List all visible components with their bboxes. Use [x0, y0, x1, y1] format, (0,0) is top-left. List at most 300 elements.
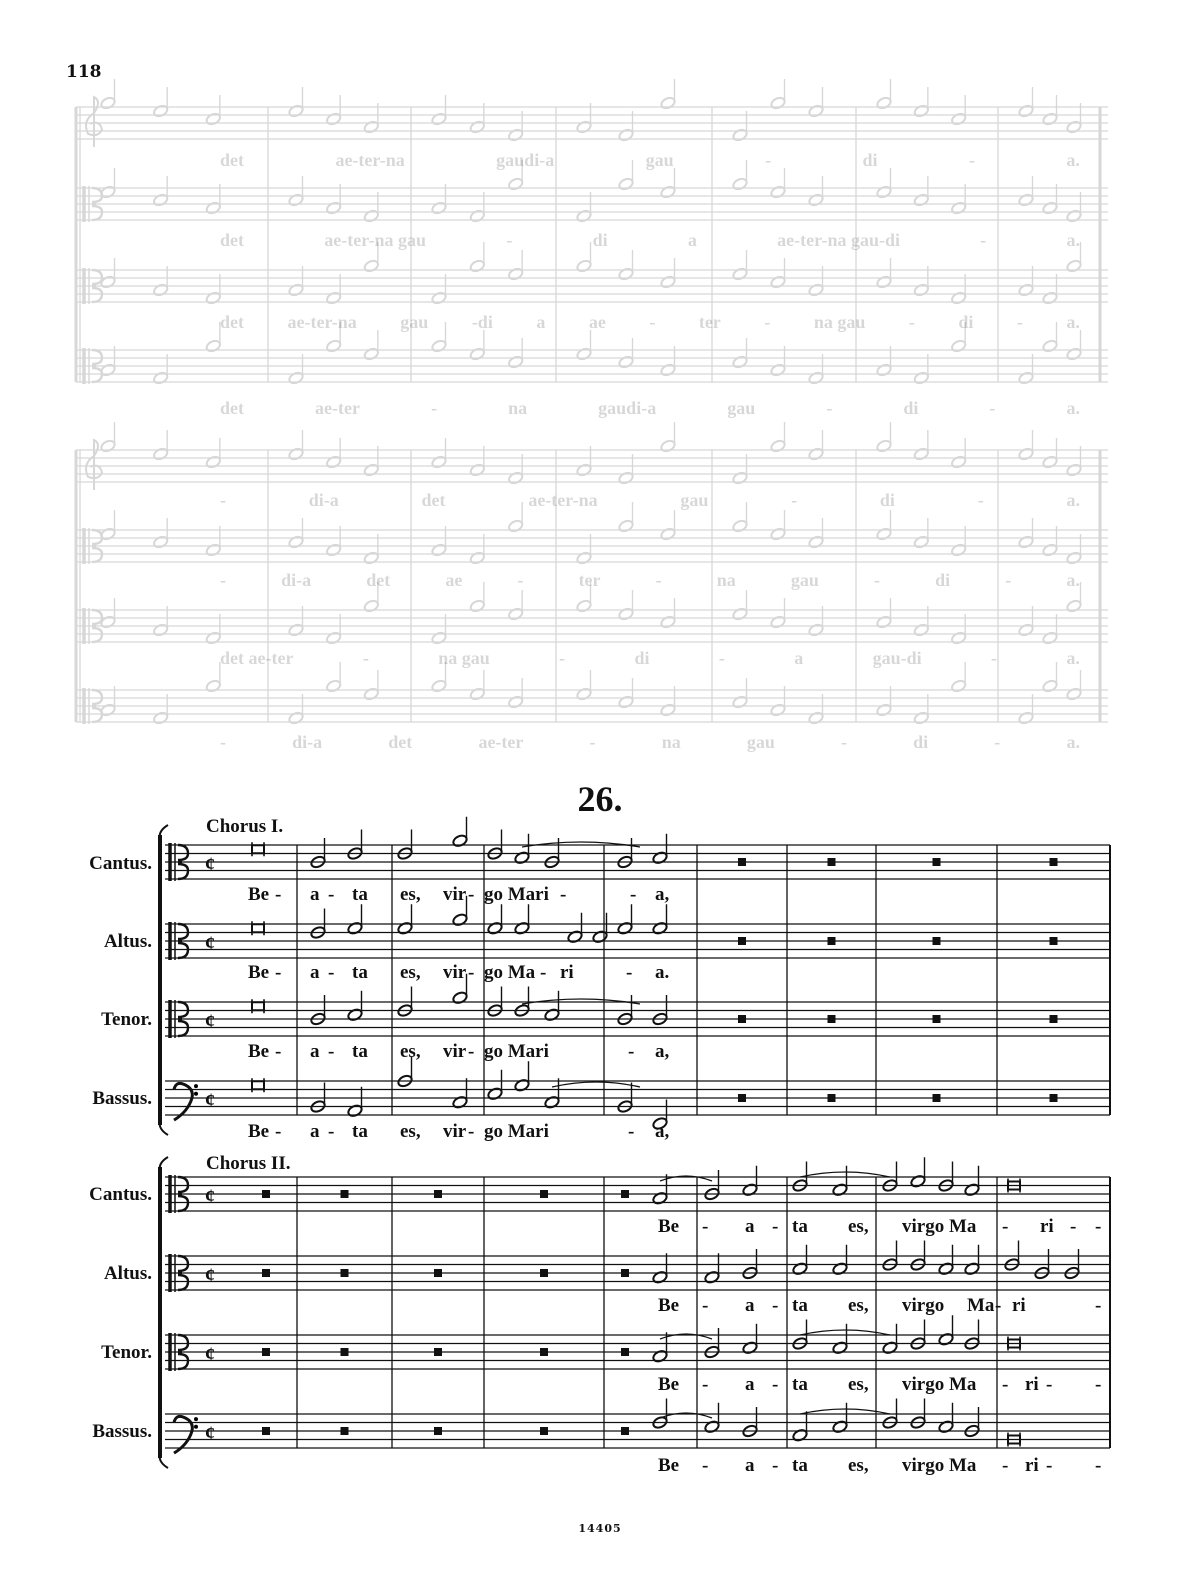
chorus-2-voice-1-syllable: a	[745, 1216, 755, 1237]
breve-rest	[621, 1269, 629, 1277]
half-note	[964, 1183, 981, 1197]
previous-lyric-syllable: a.	[1066, 648, 1080, 668]
slur	[522, 999, 640, 1004]
previous-lyric-syllable: gau	[400, 312, 429, 332]
half-note	[347, 1008, 364, 1022]
chorus-2-voice-3-syllable: ri	[1025, 1374, 1039, 1395]
chorus-2-voice-2-syllable: -	[772, 1295, 779, 1316]
half-note	[592, 930, 609, 944]
previous-lyric-line	[220, 732, 1080, 753]
half-note	[964, 1424, 981, 1438]
chorus-1-voice-3-syllable: -	[275, 1041, 282, 1062]
half-note	[617, 855, 634, 869]
cut-time-icon: ¢	[205, 932, 215, 955]
piece-number: 26.	[577, 779, 623, 819]
previous-lyric-syllable: na	[508, 398, 528, 418]
slur	[800, 1409, 890, 1414]
previous-lyric-syllable: gau	[727, 398, 756, 418]
half-note	[452, 1095, 469, 1109]
breve-rest	[1050, 1094, 1058, 1102]
half-note	[832, 1341, 849, 1355]
breve-rest	[933, 1094, 941, 1102]
half-note	[832, 1420, 849, 1434]
half-note	[938, 1262, 955, 1276]
chorus-2-voice-1-syllable: es,	[848, 1216, 869, 1237]
cut-time-icon: ¢	[205, 1422, 215, 1445]
chorus-1-voice-4-syllable: -	[628, 1121, 635, 1142]
chorus-1-voice-4-syllable: -	[275, 1121, 282, 1142]
slur	[660, 1413, 712, 1418]
half-note	[938, 1178, 955, 1192]
previous-lyric-syllable: gau	[680, 490, 709, 510]
previous-lyric-syllable: di	[862, 150, 878, 170]
breve-rest	[434, 1348, 442, 1356]
breve-note	[252, 1002, 264, 1010]
previous-lyric-syllable: -	[791, 490, 798, 510]
half-note	[652, 921, 669, 935]
chorus-1-voice-2-syllable: go Ma	[484, 962, 536, 983]
previous-lyric-syllable: -	[655, 570, 662, 590]
previous-lyric-syllable: di	[913, 732, 929, 752]
breve-rest	[933, 1015, 941, 1023]
previous-lyric-syllable: ter	[578, 570, 601, 590]
half-note	[792, 1178, 809, 1192]
half-note	[910, 1174, 927, 1188]
chorus-1-voice-2-syllable: -	[275, 962, 282, 983]
cut-time-icon: ¢	[205, 1264, 215, 1287]
chorus-1-voice-4-syllable: vir	[443, 1121, 467, 1142]
previous-lyric-syllable: -	[517, 570, 524, 590]
chorus-1-label: Chorus I.	[206, 816, 284, 837]
half-note	[910, 1415, 927, 1429]
chorus-1-voice-3-syllable: a,	[655, 1041, 670, 1062]
chorus-1-voice-3-syllable: ta	[352, 1041, 368, 1062]
breve-rest	[540, 1427, 548, 1435]
previous-lyric-syllable: -	[764, 312, 771, 332]
previous-lyric-syllable: di-a	[292, 732, 323, 752]
chorus-2-altus-label: Altus.	[103, 1263, 152, 1284]
c-clef-icon	[170, 1000, 188, 1038]
half-note	[1064, 1266, 1081, 1280]
breve-rest	[738, 858, 746, 866]
half-note	[397, 846, 414, 860]
page-number: 118	[66, 62, 102, 82]
half-note	[1034, 1266, 1051, 1280]
previous-lyric-syllable: gau	[790, 570, 819, 590]
chorus-1-voice-2-syllable: -	[468, 962, 475, 983]
chorus-2-label: Chorus II.	[206, 1153, 291, 1174]
chorus-2-voice-4-syllable: a	[745, 1455, 755, 1476]
chorus-1-voice-2-syllable: -	[328, 962, 335, 983]
chorus-1-voice-3-syllable: a	[310, 1041, 320, 1062]
previous-lyric-syllable: ae	[445, 570, 463, 590]
cut-time-icon: ¢	[205, 853, 215, 876]
chorus-2-voice-3-syllable: -	[702, 1374, 709, 1395]
previous-lyric-syllable: na	[716, 570, 736, 590]
chorus-1-voice-1-syllable: a	[310, 884, 320, 905]
chorus-2-voice-3-syllable: -	[1046, 1374, 1053, 1395]
half-note	[652, 1270, 669, 1284]
half-note	[882, 1257, 899, 1271]
chorus-1-voice-1-syllable: Be	[248, 884, 270, 905]
c-clef-icon	[170, 1254, 188, 1292]
half-note	[452, 991, 469, 1005]
previous-lyric-syllable: det	[388, 732, 413, 752]
chorus-2-voice-3-syllable: a	[745, 1374, 755, 1395]
chorus-1-voice-2-syllable: a.	[655, 962, 670, 983]
c-clef-icon	[170, 1333, 188, 1371]
previous-lyric-syllable: ae	[588, 312, 606, 332]
previous-lyric-line	[220, 150, 1080, 171]
half-note	[397, 921, 414, 935]
chorus-1-voice-2-syllable: vir	[443, 962, 467, 983]
breve-rest	[621, 1348, 629, 1356]
previous-lyric-line	[220, 312, 1080, 333]
breve-rest	[933, 937, 941, 945]
half-note	[792, 1336, 809, 1350]
chorus-2-voice-1-syllable: -	[772, 1216, 779, 1237]
breve-rest	[434, 1269, 442, 1277]
chorus-2-voice-1-syllable: ri	[1040, 1216, 1054, 1237]
chorus-1-voice-1-syllable: ta	[352, 884, 368, 905]
chorus-2-voice-3-syllable: Be	[658, 1374, 680, 1395]
chorus-1-voice-1-syllable: a,	[655, 884, 670, 905]
chorus-1-voice-1-syllable: go Mari	[484, 884, 549, 905]
chorus-1-voice-4-syllable: -	[468, 1121, 475, 1142]
previous-lyric-syllable: a	[794, 648, 804, 668]
slur	[800, 1330, 890, 1335]
chorus-2-voice-3-syllable: es,	[848, 1374, 869, 1395]
chorus-2-voice-4-syllable: ri	[1025, 1455, 1039, 1476]
previous-lyric-syllable: a.	[1066, 732, 1080, 752]
chorus-2-voice-3-syllable: virgo Ma	[902, 1374, 977, 1395]
previous-lyric-syllable: -	[841, 732, 847, 752]
previous-lyric-syllable: -	[718, 648, 725, 668]
chorus-2-voice-2-syllable: ri	[1012, 1295, 1026, 1316]
half-note	[652, 851, 669, 865]
previous-lyric-syllable: ae-ter-na	[287, 312, 357, 332]
previous-lyric-syllable: a.	[1066, 230, 1080, 250]
breve-rest	[828, 937, 836, 945]
chorus-1-voice-4-syllable: go Mari	[484, 1121, 549, 1142]
breve-rest	[738, 937, 746, 945]
previous-lyric-syllable: -	[649, 312, 656, 332]
breve-rest	[738, 1094, 746, 1102]
previous-lyric-syllable: a.	[1066, 490, 1080, 510]
half-note	[617, 1099, 634, 1113]
previous-lyric-syllable: -	[991, 648, 998, 668]
chorus-2-voice-1-syllable: -	[1002, 1216, 1009, 1237]
slur	[522, 842, 640, 847]
previous-lyric-syllable: -	[1016, 312, 1023, 332]
chorus-2-voice-2-syllable: Be	[658, 1295, 680, 1316]
chorus-2-voice-4-syllable: virgo Ma	[902, 1455, 977, 1476]
previous-lyric-syllable: di-a	[281, 570, 312, 590]
chorus-1-voice-1-syllable: -	[560, 884, 567, 905]
chorus-1-voice-2-syllable: ta	[352, 962, 368, 983]
half-note	[544, 1095, 561, 1109]
chorus-1-voice-3-syllable: -	[628, 1041, 635, 1062]
c-clef-icon	[170, 922, 188, 960]
previous-lyric-syllable: a	[536, 312, 546, 332]
previous-lyric-syllable: gau	[746, 732, 775, 752]
chorus-1-voice-4-syllable: Be	[248, 1121, 270, 1142]
chorus-2-voice-3-syllable: ta	[792, 1374, 808, 1395]
breve-rest	[262, 1269, 270, 1277]
half-note	[487, 921, 504, 935]
previous-lyric-line	[220, 490, 1080, 511]
chorus-1-voice-3-syllable: -	[328, 1041, 335, 1062]
breve-rest	[1050, 858, 1058, 866]
chorus-2-voice-2-syllable: a	[745, 1295, 755, 1316]
previous-lyric-syllable: -	[980, 230, 987, 250]
half-note	[487, 1087, 504, 1101]
chorus-2-cantus-label: Cantus.	[89, 1184, 152, 1205]
half-note	[514, 851, 531, 865]
system-brace	[160, 825, 168, 1135]
chorus-2-voice-2-syllable: Ma	[967, 1295, 995, 1316]
previous-lyric-syllable: di	[592, 230, 608, 250]
chorus-2-voice-4-syllable: ta	[792, 1455, 808, 1476]
previous-lyric-syllable: -	[994, 732, 1001, 752]
previous-lyric-syllable: na gau	[813, 312, 866, 332]
slur	[552, 1082, 640, 1087]
previous-lyric-syllable: -	[765, 150, 772, 170]
chorus-2-voice-1-syllable: -	[1070, 1216, 1077, 1237]
chorus-2-voice-1-syllable: -	[1095, 1216, 1102, 1237]
breve-rest	[262, 1427, 270, 1435]
chorus-2-voice-4-syllable: Be	[658, 1455, 680, 1476]
breve-rest	[933, 858, 941, 866]
previous-lyric-syllable: -	[968, 150, 975, 170]
half-note	[704, 1187, 721, 1201]
c-clef-icon	[170, 843, 188, 881]
previous-lyric-syllable: gau-di	[872, 648, 922, 668]
chorus-1-voice-4-syllable: -	[328, 1121, 335, 1142]
previous-lyric-syllable: di	[958, 312, 974, 332]
chorus-2-voice-4-syllable: -	[702, 1455, 709, 1476]
cut-time-icon: ¢	[205, 1089, 215, 1112]
chorus-1-voice-3-syllable: -	[468, 1041, 475, 1062]
breve-rest	[621, 1427, 629, 1435]
previous-lyric-syllable: di	[903, 398, 919, 418]
previous-lyric-syllable: a	[687, 230, 697, 250]
previous-lyric-syllable: ter	[698, 312, 721, 332]
half-note	[832, 1262, 849, 1276]
chorus-1-voice-3-syllable: Be	[248, 1041, 270, 1062]
half-note	[452, 834, 469, 848]
previous-lyric-syllable: -	[589, 732, 596, 752]
previous-lyric-syllable: di	[879, 490, 895, 510]
chorus-2-voice-2-syllable: -	[1095, 1295, 1102, 1316]
previous-lyric-line	[220, 570, 1080, 591]
half-note	[1004, 1257, 1021, 1271]
previous-lyric-syllable: a.	[1066, 570, 1080, 590]
chorus-2-voice-4-syllable: -	[1046, 1455, 1053, 1476]
previous-lyric-syllable: det	[220, 150, 244, 170]
breve-rest	[262, 1348, 270, 1356]
previous-lyric-syllable: -	[559, 648, 566, 668]
previous-lyric-syllable: ae-ter-na	[335, 150, 405, 170]
chorus-2-voice-1-syllable: -	[702, 1216, 709, 1237]
half-note	[617, 1012, 634, 1026]
half-note	[882, 1415, 899, 1429]
breve-rest	[540, 1269, 548, 1277]
breve-note	[1008, 1436, 1020, 1444]
previous-lyric-syllable: -	[989, 398, 996, 418]
previous-lyric-syllable: det	[366, 570, 391, 590]
previous-lyric-line	[220, 648, 1080, 669]
half-note	[487, 846, 504, 860]
half-note	[310, 1012, 327, 1026]
breve-rest	[738, 1015, 746, 1023]
breve-rest	[341, 1427, 349, 1435]
chorus-2-voice-2-syllable: es,	[848, 1295, 869, 1316]
chorus-1-bassus-label: Bassus.	[92, 1088, 152, 1109]
chorus-2-voice-4-syllable: -	[772, 1455, 779, 1476]
chorus-2-voice-4-syllable: -	[1002, 1455, 1009, 1476]
breve-rest	[828, 858, 836, 866]
previous-lyric-line	[220, 398, 1080, 419]
half-note	[652, 1012, 669, 1026]
half-note	[704, 1420, 721, 1434]
chorus-1-voice-2-syllable: es,	[400, 962, 421, 983]
previous-lyric-syllable: -	[362, 648, 369, 668]
breve-note	[1008, 1340, 1020, 1348]
half-note	[487, 1003, 504, 1017]
previous-lyric-syllable: a.	[1066, 312, 1080, 332]
chorus-1-voice-2-syllable: Be	[248, 962, 270, 983]
previous-lyric-syllable: -	[220, 490, 226, 510]
breve-rest	[341, 1190, 349, 1198]
half-note	[832, 1183, 849, 1197]
cut-time-icon: ¢	[205, 1010, 215, 1033]
previous-lyric-syllable: a.	[1066, 398, 1080, 418]
half-note	[514, 1078, 531, 1092]
system-brace	[160, 1157, 168, 1468]
breve-note	[252, 1081, 264, 1089]
breve-rest	[1050, 1015, 1058, 1023]
chorus-1-voice-4-syllable: a	[310, 1121, 320, 1142]
previous-lyric-syllable: di	[634, 648, 650, 668]
half-note	[452, 913, 469, 927]
previous-lyric-syllable: -	[220, 732, 226, 752]
half-note	[910, 1336, 927, 1350]
half-note	[882, 1178, 899, 1192]
half-note	[514, 1003, 531, 1017]
previous-lyric-syllable: a.	[1066, 150, 1080, 170]
breve-note	[1008, 1182, 1020, 1190]
chorus-2-tenor-label: Tenor.	[101, 1342, 152, 1363]
half-note	[544, 1008, 561, 1022]
half-note	[742, 1266, 759, 1280]
chorus-2-voice-4-syllable: -	[1095, 1455, 1102, 1476]
breve-rest	[1050, 937, 1058, 945]
chorus-1-voice-1-syllable: -	[630, 884, 637, 905]
chorus-2-voice-1-syllable: ta	[792, 1216, 808, 1237]
previous-lyric-syllable: ae-ter-na gau	[324, 230, 427, 250]
previous-lyric-syllable: ae-ter-na	[528, 490, 598, 510]
c-clef-icon	[170, 1175, 188, 1213]
half-note	[544, 855, 561, 869]
chorus-2-voice-2-syllable: -	[702, 1295, 709, 1316]
breve-rest	[828, 1094, 836, 1102]
chorus-2-voice-3-syllable: -	[772, 1374, 779, 1395]
breve-rest	[434, 1427, 442, 1435]
half-note	[397, 1003, 414, 1017]
half-note	[704, 1270, 721, 1284]
slur	[660, 1334, 712, 1339]
previous-lyric-syllable: di	[935, 570, 951, 590]
half-note	[347, 1104, 364, 1118]
half-note	[964, 1336, 981, 1350]
chorus-2-voice-1-syllable: Be	[658, 1216, 680, 1237]
plate-number: 14405	[578, 1522, 622, 1535]
breve-rest	[262, 1190, 270, 1198]
cut-time-icon: ¢	[205, 1343, 215, 1366]
chorus-1-voice-3-syllable: es,	[400, 1041, 421, 1062]
previous-lyric-syllable: det ae-ter	[220, 648, 294, 668]
chorus-1-voice-2-syllable: a	[310, 962, 320, 983]
half-note	[742, 1341, 759, 1355]
previous-lyric-line	[220, 230, 1080, 251]
previous-lyric-syllable: det	[220, 398, 244, 418]
chorus-2-voice-3-syllable: -	[1095, 1374, 1102, 1395]
chorus-2-bassus-label: Bassus.	[92, 1421, 152, 1442]
chorus-1-voice-1-syllable: vir	[443, 884, 467, 905]
previous-lyric-syllable: gaudi-a	[598, 398, 657, 418]
half-note	[742, 1424, 759, 1438]
chorus-1-voice-4-syllable: ta	[352, 1121, 368, 1142]
half-note	[910, 1257, 927, 1271]
cut-time-icon: ¢	[205, 1185, 215, 1208]
chorus-1-voice-4-syllable: es,	[400, 1121, 421, 1142]
chorus-1-voice-2-syllable: ri	[560, 962, 574, 983]
half-note	[652, 1191, 669, 1205]
breve-rest	[434, 1190, 442, 1198]
half-note	[514, 921, 531, 935]
chorus-2-voice-2-syllable: virgo	[902, 1295, 945, 1316]
chorus-2-voice-4-syllable: es,	[848, 1455, 869, 1476]
previous-lyric-syllable: ae-ter	[315, 398, 361, 418]
chorus-1-voice-1-syllable: es,	[400, 884, 421, 905]
chorus-2-voice-3-syllable: -	[1002, 1374, 1009, 1395]
half-note	[310, 1099, 327, 1113]
slur	[660, 1176, 712, 1181]
previous-lyric-syllable: gaudi-a	[496, 150, 555, 170]
breve-rest	[341, 1348, 349, 1356]
previous-lyric-syllable: -	[908, 312, 915, 332]
chorus-2-voice-2-syllable: -	[995, 1295, 1002, 1316]
half-note	[617, 921, 634, 935]
breve-rest	[540, 1190, 548, 1198]
previous-lyric-syllable: -	[431, 398, 438, 418]
previous-lyric-syllable: -	[220, 570, 226, 590]
chorus-1-cantus-label: Cantus.	[89, 853, 152, 874]
breve-rest	[540, 1348, 548, 1356]
half-note	[742, 1183, 759, 1197]
half-note	[652, 1415, 669, 1429]
previous-lyric-syllable: di-a	[308, 490, 339, 510]
previous-lyric-syllable: -	[874, 570, 881, 590]
bass-clef-icon	[174, 1083, 198, 1120]
previous-lyric-syllable: -	[506, 230, 513, 250]
chorus-2-voice-2-syllable: ta	[792, 1295, 808, 1316]
half-note	[938, 1332, 955, 1346]
chorus-1-tenor-label: Tenor.	[101, 1009, 152, 1030]
previous-lyric-syllable: -	[977, 490, 984, 510]
chorus-1-altus-label: Altus.	[103, 931, 152, 952]
